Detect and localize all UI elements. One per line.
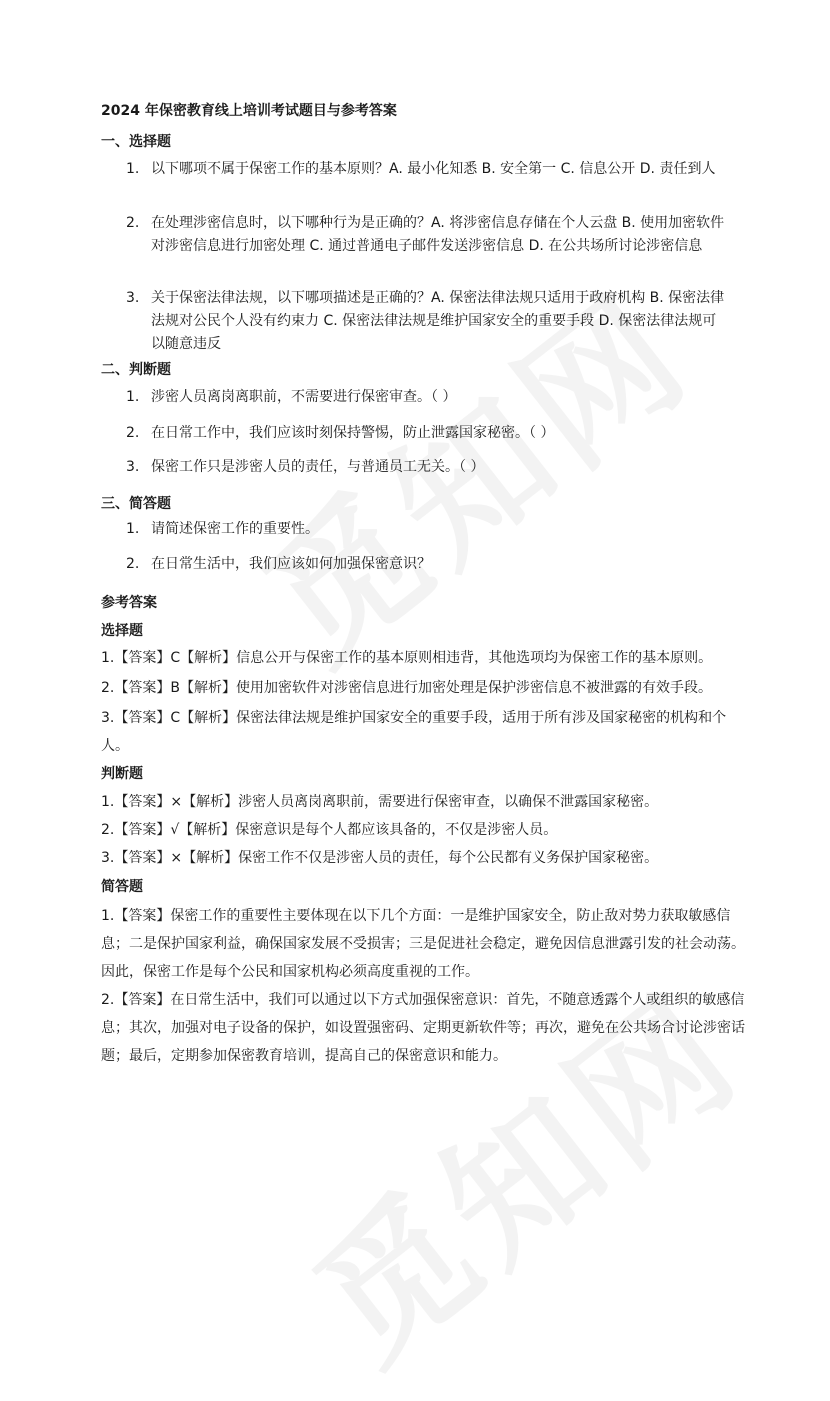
answer-item: 2.【答案】√【解析】保密意识是每个人都应该具备的，不仅是涉密人员。: [101, 822, 558, 838]
question-text: 在日常生活中，我们应该如何加强保密意识？: [151, 556, 431, 572]
section-heading-choice: 一、选择题: [101, 134, 171, 150]
judge-question: [126, 456, 726, 479]
question-text: 涉密人员离岗离职前，不需要进行保密审查。（ ）: [151, 389, 457, 405]
answer-item: 1.【答案】保密工作的重要性主要体现在以下几个方面：一是维护国家安全，防止敌对势力获取敏感信息；二是保护国家利益，确保国家发展不受损害；三是促进社会稳定，避免因信息泄露引发的社会动荡。因此，保密工作是每个公民和国家机构必须高度重视的工作。: [101, 908, 745, 980]
answers-judge-heading: 判断题: [101, 766, 143, 782]
question-text: 在处理涉密信息时，以下哪种行为是正确的？A. 将涉密信息存储在个人云盘 B. 使用加密软件对涉密信息进行加密处理 C. 通过普通电子邮件发送涉密信息 D. 在公共场所讨论涉密信息: [151, 215, 725, 254]
question-text: 在日常工作中，我们应该时刻保持警惕，防止泄露国家秘密。（ ）: [151, 425, 555, 441]
judge-question: [126, 422, 726, 445]
section-heading-judge: 二、判断题: [101, 362, 171, 378]
question-number: 1.: [126, 521, 140, 537]
answers-short-heading: 简答题: [101, 879, 143, 895]
choice-question: [126, 158, 726, 181]
short-question: [126, 553, 726, 576]
question-number: 2.: [126, 556, 140, 572]
short-question: [126, 518, 726, 541]
choice-question: [126, 287, 726, 356]
answers-choice-heading: 选择题: [101, 623, 143, 639]
question-number: 3.: [126, 459, 140, 475]
answer-item: 1.【答案】×【解析】涉密人员离岗离职前，需要进行保密审查，以确保不泄露国家秘密。: [101, 794, 659, 810]
judge-question: [126, 386, 726, 409]
question-text: 关于保密法律法规，以下哪项描述是正确的？A. 保密法律法规只适用于政府机构 B. 保密法律法规对公民个人没有约束力 C. 保密法律法规是维护国家安全的重要手段 D. 保密法律法规可以随意违反: [151, 290, 725, 352]
question-text: 请简述保密工作的重要性。: [151, 521, 319, 537]
answers-heading: 参考答案: [101, 595, 157, 611]
choice-question: [126, 212, 726, 258]
question-text: 以下哪项不属于保密工作的基本原则？A. 最小化知悉 B. 安全第一 C. 信息公开 D. 责任到人: [151, 161, 716, 177]
question-text: 保密工作只是涉密人员的责任，与普通员工无关。（ ）: [151, 459, 485, 475]
answer-item: 1.【答案】C【解析】信息公开与保密工作的基本原则相违背，其他选项均为保密工作的基本原则。: [101, 650, 713, 666]
answer-item: 2.【答案】在日常生活中，我们可以通过以下方式加强保密意识：首先，不随意透露个人或组织的敏感信息；其次，加强对电子设备的保护，如设置强密码、定期更新软件等；再次，避免在公共场合讨论涉密话题；最后，定期参加保密教育培训，提高自己的保密意识和能力。: [101, 992, 745, 1064]
answer-item: 3.【答案】×【解析】保密工作不仅是涉密人员的责任，每个公民都有义务保护国家秘密。: [101, 850, 659, 866]
answer-item: 3.【答案】C【解析】保密法律法规是维护国家安全的重要手段，适用于所有涉及国家秘密的机构和个人。: [101, 710, 727, 754]
question-number: 3.: [126, 290, 140, 306]
question-number: 2.: [126, 425, 140, 441]
question-number: 1.: [126, 161, 140, 177]
question-number: 2.: [126, 215, 140, 231]
document-title: 2024 年保密教育线上培训考试题目与参考答案: [101, 103, 397, 119]
answer-item: 2.【答案】B【解析】使用加密软件对涉密信息进行加密处理是保护涉密信息不被泄露的有效手段。: [101, 680, 712, 696]
question-number: 1.: [126, 389, 140, 405]
section-heading-short: 三、简答题: [101, 496, 171, 512]
